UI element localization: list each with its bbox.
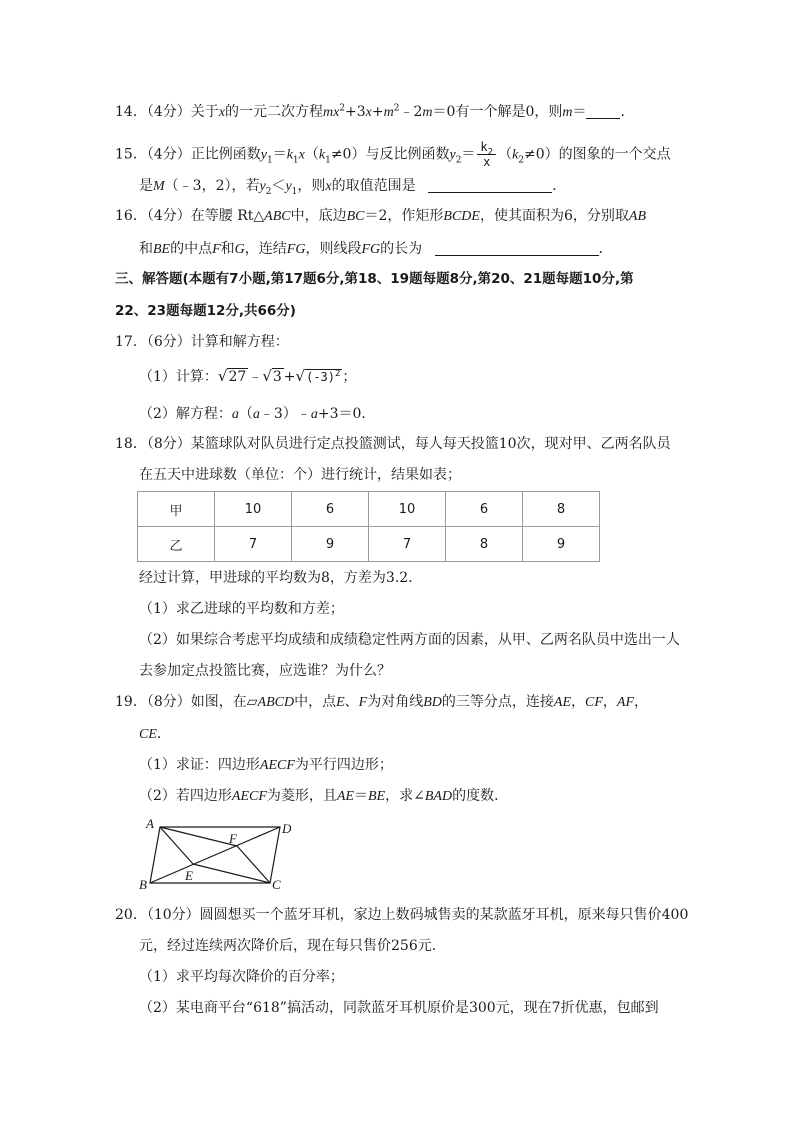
label-a: A bbox=[146, 816, 154, 831]
label-b: B bbox=[139, 877, 147, 892]
question-18-part1: （1）求乙进球的平均数和方差； bbox=[139, 601, 344, 617]
label-f: F bbox=[229, 831, 237, 846]
segment-af bbox=[160, 827, 237, 846]
table-cell: 6 bbox=[292, 492, 369, 527]
question-18: 18．（8分）某篮球队对队员进行定点投篮测试，每人每天投篮10次，现对甲、乙两名队员 bbox=[115, 436, 671, 452]
section-header: 三、解答题(本题有7小题,第17题6分,第18、19题每题8分,第20、21题每题10分,第 bbox=[115, 271, 634, 287]
table-row bbox=[138, 492, 600, 527]
table-cell: 7 bbox=[369, 527, 446, 562]
question-20-part2: （2）某电商平台“618”搞活动，同款蓝牙耳机原价是300元，现在7折优惠，包邮到 bbox=[139, 1000, 659, 1016]
table-cell: 10 bbox=[369, 492, 446, 527]
answer-blank[interactable] bbox=[428, 178, 552, 193]
question-18-note: 经过计算，甲进球的平均数为8，方差为3.2． bbox=[139, 570, 423, 586]
question-18-line2: 在五天中进球数（单位：个）进行统计，结果如表； bbox=[139, 467, 461, 483]
table-cell: 7 bbox=[215, 527, 292, 562]
question-20-line2: 元，经过连续两次降价后，现在每只售价256元． bbox=[139, 938, 446, 954]
question-18-part2: （2）如果综合考虑平均成绩和成绩稳定性两方面的因素，从甲、乙两名队员中选出一人 bbox=[139, 632, 680, 648]
label-d: D bbox=[282, 821, 292, 836]
table-cell: 10 bbox=[215, 492, 292, 527]
question-14: 14．（4分）关于x的一元二次方程$mx^2+3x+m^2﹣2m=0$有一个解是0，则m＝ ． bbox=[115, 103, 635, 120]
answer-blank[interactable] bbox=[435, 241, 599, 256]
diagonal-bd bbox=[150, 827, 280, 883]
parallelogram-figure bbox=[138, 815, 298, 893]
table-cell: 8 bbox=[446, 527, 523, 562]
table-cell: 9 bbox=[292, 527, 369, 562]
question-15-line2: 是M（﹣3，2），若$y_2<y_1$，则x的取值范围是 ． bbox=[139, 178, 567, 197]
question-15: 15．（4分）正比例函数$y_1=k_1x(k_1\ne 0)$与反比例函数$y_2=$ $\frac{k_2}{x}$ $(k_2\ne 0)$的图象的一个交点 bbox=[115, 140, 671, 169]
segment-ae bbox=[160, 827, 193, 864]
question-16: 16．（4分）在等腰 Rt△ABC中，底边BC＝2，作矩形BCDE，使其面积为6，分别取AB bbox=[115, 208, 646, 224]
question-17-part2: （2）解方程：a（a﹣3）﹣a+3＝0． bbox=[139, 406, 376, 422]
score-table bbox=[137, 491, 600, 562]
table-cell: 9 bbox=[523, 527, 600, 562]
question-16-line2: 和BE的中点F和G，连结FG，则线段FG的长为 ． bbox=[139, 241, 613, 257]
label-e: E bbox=[185, 868, 193, 883]
table-row bbox=[138, 527, 600, 562]
table-cell: 6 bbox=[446, 492, 523, 527]
question-20: 20．（10分）圆圆想买一个蓝牙耳机，家边上数码城售卖的某款蓝牙耳机，原来每只售价400 bbox=[115, 907, 689, 923]
label-c: C bbox=[272, 877, 281, 892]
question-17: 17．（6分）计算和解方程： bbox=[115, 334, 289, 350]
segment-cf bbox=[237, 846, 270, 883]
question-20-part1: （1）求平均每次降价的百分率； bbox=[139, 969, 344, 985]
section-header-line2: 22、23题每题12分,共66分) bbox=[115, 303, 296, 319]
table-cell: 8 bbox=[523, 492, 600, 527]
segment-ce bbox=[193, 864, 270, 883]
fraction-k2-over-x: $\frac{k_2}{x}$ bbox=[477, 140, 496, 169]
table-cell: 乙 bbox=[138, 527, 215, 562]
table-cell: 甲 bbox=[138, 492, 215, 527]
question-17-part1: （1）计算：√27 ﹣√3 $+√(-3)^2$ ； bbox=[139, 367, 357, 385]
question-19-part2: （2）若四边形AECF为菱形，且AE＝BE，求∠BAD的度数． bbox=[139, 788, 509, 804]
question-18-part2-line2: 去参加定点投篮比赛，应选谁？为什么？ bbox=[139, 663, 391, 679]
question-19: 19．（8分）如图，在▱ABCD中，点E、F为对角线BD的三等分点，连接AE，CF，AF， bbox=[115, 694, 648, 710]
question-19-part1: （1）求证：四边形AECF为平行四边形； bbox=[139, 757, 393, 773]
answer-blank[interactable] bbox=[586, 104, 620, 119]
question-19-line2: CE． bbox=[139, 726, 171, 742]
